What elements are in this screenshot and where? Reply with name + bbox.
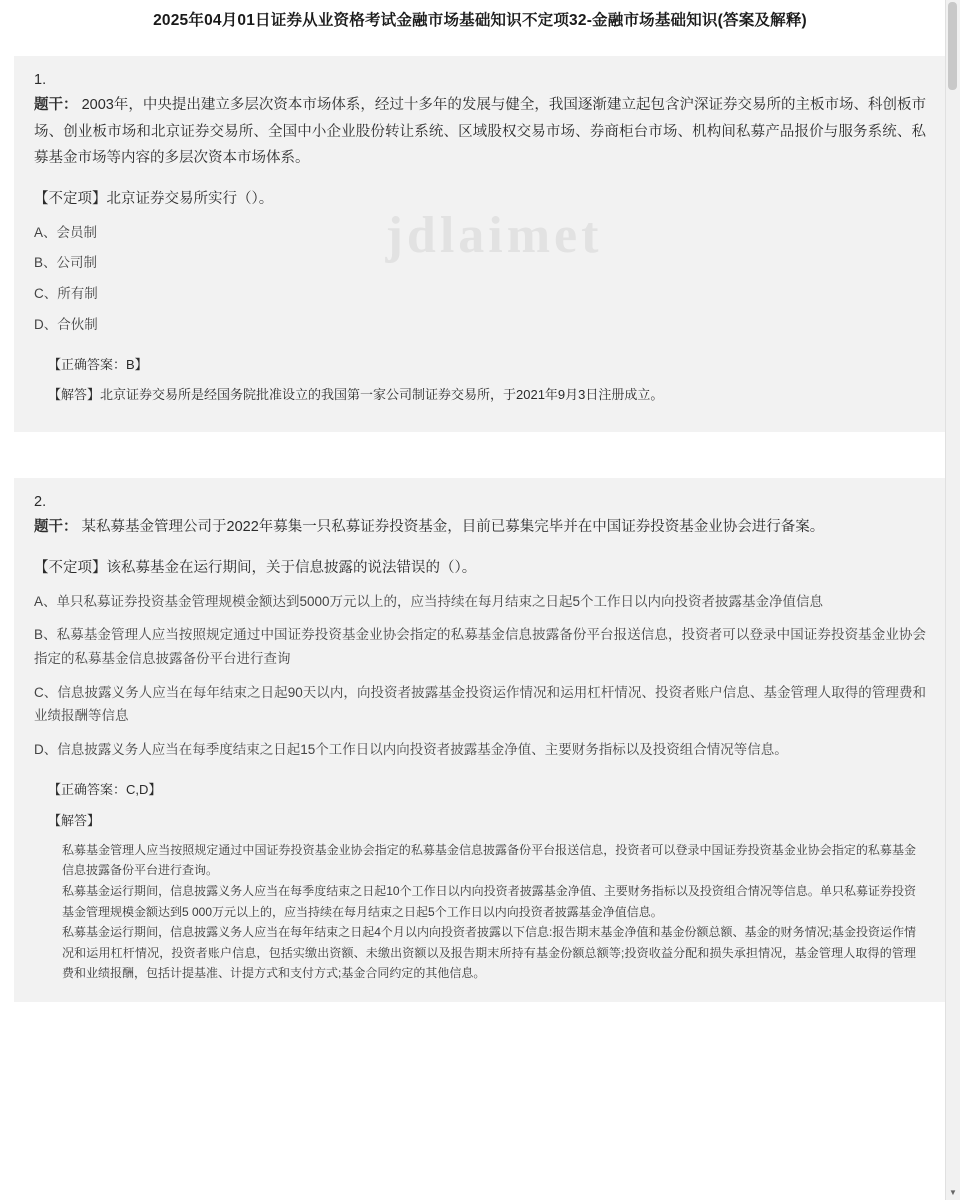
question-stem-label: 题干： bbox=[34, 96, 78, 113]
watermark: jdlaimet bbox=[385, 206, 603, 264]
explanation-paragraph: 私募基金运行期间，信息披露义务人应当在每季度结束之日起10个工作日以内向投资者披露基金净值、主要财务指标以及投资组合情况等信息。单只私募证券投资基金管理规模金额达到5 000万元以上的，应当持续在每月结束之日起5个工作日以内向投资者披露基金净值信息。 bbox=[62, 883, 916, 919]
option-b[interactable]: B、私募基金管理人应当按照规定通过中国证券投资基金业协会指定的私募基金信息披露备份平台报送信息，投资者可以登录中国证券投资基金业协会指定的私募基金信息披露备份平台进行查询 bbox=[34, 627, 926, 666]
page-title: 2025年04月01日证券从业资格考试金融市场基础知识不定项32-金融市场基础知识(答案及解释) bbox=[153, 12, 807, 29]
correct-answer: 【正确答案：C,D】 bbox=[48, 782, 162, 798]
option-a[interactable]: A、单只私募证券投资基金管理规模金额达到5000万元以上的，应当持续在每月结束之日起5个工作日以内向投资者披露基金净值信息 bbox=[34, 593, 824, 609]
question-stem bbox=[34, 92, 926, 172]
option-d[interactable]: D、信息披露义务人应当在每季度结束之日起15个工作日以内向投资者披露基金净值、主要财务指标以及投资组合情况等信息。 bbox=[34, 741, 788, 757]
question-number: 2. bbox=[34, 494, 47, 511]
question-sub: 【不定项】北京证券交易所实行（）。 bbox=[34, 191, 274, 208]
option-c[interactable]: C、所有制 bbox=[34, 285, 98, 301]
scrollbar[interactable] bbox=[945, 0, 960, 1200]
explanation: 【解答】北京证券交易所是经国务院批准设立的我国第一家公司制证券交易所，于2021年9月3日注册成立。 bbox=[48, 387, 664, 403]
option-a[interactable]: A、会员制 bbox=[34, 224, 98, 240]
document-content bbox=[0, 56, 960, 1118]
section-gap bbox=[0, 1002, 960, 1048]
question-block bbox=[14, 478, 946, 1002]
question-stem bbox=[34, 514, 926, 541]
question-sub: 【不定项】该私募基金在运行期间，关于信息披露的说法错误的（）。 bbox=[34, 560, 477, 577]
explanation-paragraph: 私募基金管理人应当按照规定通过中国证券投资基金业协会指定的私募基金信息披露备份平台报送信息，投资者可以登录中国证券投资基金业协会指定的私募基金信息披露备份平台进行查询。 bbox=[62, 842, 916, 878]
option-c[interactable]: C、信息披露义务人应当在每年结束之日起90天以内，向投资者披露基金投资运作情况和运用杠杆情况、投资者账户信息、基金管理人取得的管理费和业绩报酬等信息 bbox=[34, 684, 926, 724]
scrollbar-thumb[interactable] bbox=[948, 2, 957, 90]
question-stem-label: 题干： bbox=[34, 519, 78, 536]
option-b[interactable]: B、公司制 bbox=[34, 255, 98, 271]
question-block bbox=[14, 56, 946, 433]
correct-answer: 【正确答案：B】 bbox=[48, 357, 148, 373]
option-d[interactable]: D、合伙制 bbox=[34, 316, 98, 332]
question-stem-text: 某私募基金管理公司于2022年募集一只私募证券投资基金，目前已募集完毕并在中国证券投资基金业协会进行备案。 bbox=[81, 519, 825, 536]
explanation-paragraph: 私募基金运行期间，信息披露义务人应当在每年结束之日起4个月以内向投资者披露以下信息:报告期末基金净值和基金份额总额、基金的财务情况;基金投资运作情况和运用杠杆情况，投资者账户信息，包括实缴出资额、未缴出资额以及报告期末所持有基金份额总额等;投资收益分配和损失承担情况，基金管理人取得的管理费和业绩报酬，包括计提基准、计提方式和支付方式;基金合同约定的其他信息。 bbox=[62, 925, 916, 981]
question-stem-text: 2003年，中央提出建立多层次资本市场体系，经过十多年的发展与健全，我国逐渐建立起包含沪深证券交易所的主板市场、科创板市场、创业板市场和北京证券交易所、全国中小企业股份转让系统、区域股权交易市场、券商柜台市场、机构间私募产品报价与服务系统、私募基金市场等内容的多层次资本市场体系。 bbox=[34, 96, 927, 167]
explanation-header: 【解答】 bbox=[48, 812, 101, 828]
question-number: 1. bbox=[34, 71, 47, 88]
explanation-body bbox=[62, 840, 916, 984]
scroll-down-icon[interactable]: ▼ bbox=[949, 1188, 957, 1197]
section-gap bbox=[0, 432, 960, 478]
page-bottom-spacer bbox=[0, 1048, 960, 1118]
